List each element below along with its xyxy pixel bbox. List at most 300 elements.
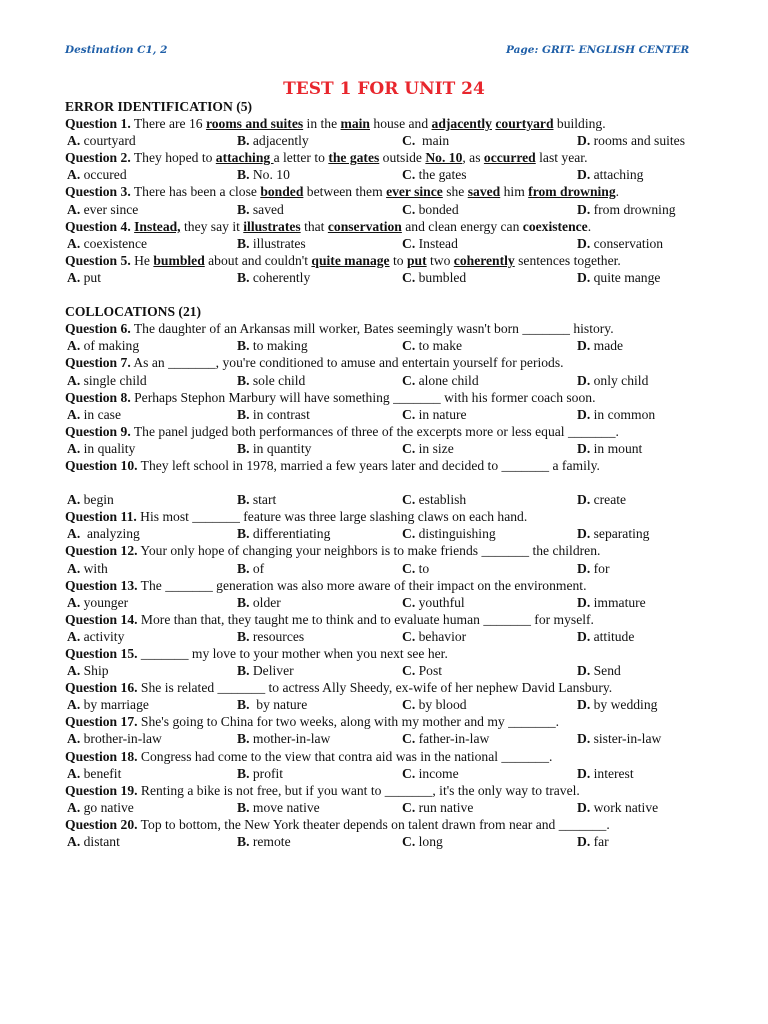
underlined-phrase: adjacently bbox=[431, 116, 492, 132]
question-number: Question 12. bbox=[65, 543, 138, 559]
answer-options bbox=[65, 765, 712, 782]
option-text: with bbox=[80, 560, 108, 576]
question-text: they say it bbox=[180, 218, 244, 234]
option-text: in size bbox=[415, 440, 454, 456]
answer-option bbox=[577, 491, 626, 508]
option-text: courtyard bbox=[80, 133, 136, 149]
question-stem bbox=[65, 320, 712, 337]
option-letter: C. bbox=[402, 492, 416, 508]
option-letter: A. bbox=[67, 663, 81, 679]
answer-options bbox=[65, 440, 712, 457]
option-text: of bbox=[249, 560, 265, 576]
option-text: income bbox=[415, 765, 459, 781]
option-text: sister-in-law bbox=[590, 731, 662, 747]
question-number: Question 17. bbox=[65, 714, 138, 730]
answer-option bbox=[67, 235, 147, 252]
option-letter: A. bbox=[67, 440, 81, 456]
answer-option bbox=[67, 765, 121, 782]
option-text: in contrast bbox=[249, 406, 310, 422]
underlined-phrase: coherently bbox=[453, 252, 515, 268]
answer-option bbox=[577, 440, 642, 457]
option-text: attitude bbox=[590, 628, 635, 644]
question-text: building. bbox=[553, 116, 606, 132]
option-letter: B. bbox=[237, 201, 250, 217]
option-text: conservation bbox=[590, 235, 664, 251]
option-letter: A. bbox=[67, 406, 81, 422]
option-letter: A. bbox=[67, 799, 81, 815]
question-stem bbox=[65, 218, 712, 235]
option-text: younger bbox=[80, 594, 129, 610]
answer-option bbox=[577, 628, 634, 645]
page-title: TEST 1 FOR UNIT 24 bbox=[283, 79, 485, 99]
question-text: She is related _______ to actress Ally Sheedy, ex-wife of her nephew David Lansbury. bbox=[137, 680, 613, 696]
question-text: a letter to bbox=[273, 150, 329, 166]
option-letter: D. bbox=[577, 338, 591, 354]
answer-option bbox=[577, 799, 658, 816]
option-letter: B. bbox=[237, 628, 250, 644]
answer-options bbox=[65, 799, 712, 816]
answer-option bbox=[67, 406, 121, 423]
answer-option bbox=[67, 594, 128, 611]
option-letter: B. bbox=[237, 697, 250, 713]
question-number: Question 20. bbox=[65, 816, 138, 832]
question-text: and clean energy can bbox=[401, 218, 523, 234]
option-letter: A. bbox=[67, 133, 81, 149]
option-letter: C. bbox=[402, 133, 416, 149]
underlined-phrase: Instead, bbox=[134, 218, 181, 234]
option-letter: D. bbox=[577, 269, 591, 285]
answer-options bbox=[65, 372, 712, 389]
question-text: More than that, they taught me to think and to evaluate human _______ for myself. bbox=[137, 611, 594, 627]
option-letter: A. bbox=[67, 765, 81, 781]
option-letter: C. bbox=[402, 406, 416, 422]
answer-option bbox=[237, 201, 284, 218]
answer-options bbox=[65, 166, 712, 183]
question-stem bbox=[65, 252, 712, 269]
option-letter: C. bbox=[402, 269, 416, 285]
option-text: benefit bbox=[80, 765, 122, 781]
option-text: distinguishing bbox=[415, 526, 496, 542]
option-text: by wedding bbox=[590, 697, 658, 713]
underlined-phrase: from drowning bbox=[528, 184, 616, 200]
option-text: older bbox=[249, 594, 281, 610]
answer-option bbox=[402, 594, 465, 611]
option-letter: C. bbox=[402, 235, 416, 251]
question-text: two bbox=[426, 252, 454, 268]
question-stem bbox=[65, 183, 712, 200]
option-text: in common bbox=[590, 406, 656, 422]
question-text: that bbox=[300, 218, 328, 234]
underlined-phrase: saved bbox=[467, 184, 501, 200]
answer-option bbox=[67, 166, 127, 183]
option-text: coherently bbox=[249, 269, 311, 285]
answer-options bbox=[65, 201, 712, 218]
option-text: mother-in-law bbox=[249, 731, 331, 747]
option-letter: D. bbox=[577, 594, 591, 610]
option-text: occured bbox=[80, 167, 127, 183]
answer-option bbox=[577, 201, 676, 218]
answer-option bbox=[67, 560, 108, 577]
answer-option bbox=[237, 833, 291, 850]
answer-option bbox=[67, 491, 114, 508]
option-letter: C. bbox=[402, 834, 416, 850]
option-text: by blood bbox=[415, 697, 467, 713]
answer-options bbox=[65, 594, 712, 611]
answer-options bbox=[65, 406, 712, 423]
answer-option bbox=[237, 269, 310, 286]
option-text: profit bbox=[249, 765, 284, 781]
option-letter: C. bbox=[402, 440, 416, 456]
underlined-phrase: rooms and suites bbox=[205, 116, 304, 132]
question-stem bbox=[65, 423, 712, 440]
option-letter: A. bbox=[67, 731, 81, 747]
question-text: house and bbox=[370, 116, 432, 132]
option-letter: B. bbox=[237, 372, 250, 388]
answer-option bbox=[577, 525, 649, 542]
answer-option bbox=[577, 662, 621, 679]
answer-option bbox=[67, 662, 109, 679]
option-letter: A. bbox=[67, 167, 81, 183]
question-number: Question 9. bbox=[65, 423, 131, 439]
option-text: sole child bbox=[249, 372, 306, 388]
option-letter: D. bbox=[577, 663, 591, 679]
option-letter: A. bbox=[67, 269, 81, 285]
answer-option bbox=[577, 406, 655, 423]
answer-option bbox=[402, 337, 462, 354]
question-text: Your only hope of changing your neighbors is to make friends _______ the children. bbox=[137, 543, 601, 559]
option-text: in mount bbox=[590, 440, 643, 456]
answer-option bbox=[402, 696, 467, 713]
option-letter: D. bbox=[577, 201, 591, 217]
underlined-phrase: illustrates bbox=[243, 218, 301, 234]
option-text: begin bbox=[80, 492, 114, 508]
option-letter: C. bbox=[402, 765, 416, 781]
option-text: attaching bbox=[590, 167, 644, 183]
option-text: quite mange bbox=[590, 269, 661, 285]
answer-options bbox=[65, 337, 712, 354]
option-letter: D. bbox=[577, 235, 591, 251]
answer-option bbox=[577, 696, 657, 713]
answer-option bbox=[67, 201, 138, 218]
error-identification-questions bbox=[65, 115, 712, 286]
option-text: coexistence bbox=[80, 235, 148, 251]
option-text: of making bbox=[80, 338, 140, 354]
question-text: she bbox=[442, 184, 468, 200]
question-text: They left school in 1978, married a few years later and decided to _______ a family. bbox=[137, 457, 600, 473]
answer-options bbox=[65, 525, 712, 542]
question-number: Question 19. bbox=[65, 782, 138, 798]
answer-option bbox=[67, 628, 124, 645]
option-letter: A. bbox=[67, 492, 81, 508]
option-letter: A. bbox=[67, 594, 81, 610]
question-text: about and couldn't bbox=[204, 252, 312, 268]
question-number: Question 18. bbox=[65, 748, 138, 764]
question-text: between them bbox=[303, 184, 387, 200]
answer-option bbox=[577, 166, 643, 183]
answer-option bbox=[237, 406, 310, 423]
option-letter: A. bbox=[67, 372, 81, 388]
question-text: He bbox=[130, 252, 154, 268]
answer-option bbox=[237, 440, 311, 457]
answer-option bbox=[402, 765, 459, 782]
question-stem bbox=[65, 457, 712, 474]
option-letter: A. bbox=[67, 338, 81, 354]
underlined-phrase: main bbox=[340, 116, 370, 132]
option-text: in nature bbox=[415, 406, 467, 422]
question-number: Question 1. bbox=[65, 116, 131, 132]
question-number: Question 5. bbox=[65, 252, 131, 268]
question-text: His most _______ feature was three large slashing claws on each hand. bbox=[136, 509, 528, 525]
section-heading-error-identification: ERROR IDENTIFICATION (5) bbox=[65, 99, 253, 114]
option-letter: B. bbox=[237, 406, 250, 422]
option-text: move native bbox=[249, 799, 320, 815]
answer-options bbox=[65, 235, 712, 252]
option-text: create bbox=[590, 492, 627, 508]
answer-option bbox=[67, 132, 136, 149]
option-text: bumbled bbox=[415, 269, 467, 285]
question-number: Question 11. bbox=[65, 509, 137, 525]
underlined-phrase: No. 10 bbox=[425, 150, 463, 166]
question-text: The _______ generation was also more aware of their impact on the environment. bbox=[137, 577, 587, 593]
option-text: work native bbox=[590, 799, 659, 815]
option-letter: A. bbox=[67, 834, 81, 850]
underlined-phrase: occurred bbox=[483, 150, 536, 166]
option-text: to making bbox=[249, 338, 308, 354]
option-letter: B. bbox=[237, 133, 250, 149]
answer-option bbox=[402, 730, 489, 747]
option-letter: B. bbox=[237, 663, 250, 679]
option-text: Send bbox=[590, 663, 621, 679]
answer-option bbox=[237, 372, 305, 389]
answer-option bbox=[402, 406, 467, 423]
spacer bbox=[65, 474, 712, 491]
option-letter: D. bbox=[577, 167, 591, 183]
option-text: remote bbox=[249, 834, 291, 850]
option-text: activity bbox=[80, 628, 125, 644]
option-letter: A. bbox=[67, 235, 81, 251]
question-number: Question 15. bbox=[65, 646, 138, 661]
question-stem bbox=[65, 389, 712, 406]
answer-option bbox=[577, 337, 623, 354]
answer-option bbox=[402, 560, 429, 577]
question-text: . bbox=[587, 218, 592, 234]
question-text: sentences together. bbox=[514, 252, 621, 268]
option-letter: B. bbox=[237, 492, 250, 508]
answer-option bbox=[402, 269, 466, 286]
option-text: Instead bbox=[415, 235, 458, 251]
question-stem bbox=[65, 816, 712, 833]
underlined-phrase: attaching bbox=[215, 150, 274, 166]
answer-options bbox=[65, 560, 712, 577]
question-stem bbox=[65, 782, 712, 799]
answer-options bbox=[65, 662, 712, 679]
question-stem bbox=[65, 748, 712, 765]
option-letter: D. bbox=[577, 697, 591, 713]
option-text: to bbox=[415, 560, 430, 576]
underlined-phrase: courtyard bbox=[495, 116, 554, 132]
option-text: by marriage bbox=[80, 697, 149, 713]
option-letter: B. bbox=[237, 269, 250, 285]
answer-option bbox=[577, 372, 648, 389]
question-number: Question 10. bbox=[65, 457, 138, 473]
question-number: Question 16. bbox=[65, 680, 138, 696]
option-text: saved bbox=[249, 201, 284, 217]
question-number: Question 2. bbox=[65, 150, 131, 166]
test-content bbox=[65, 98, 712, 850]
option-letter: D. bbox=[577, 765, 591, 781]
answer-option bbox=[402, 372, 479, 389]
option-text: single child bbox=[80, 372, 147, 388]
question-text: As an _______, you're conditioned to amuse and entertain yourself for periods. bbox=[130, 355, 564, 371]
header-page-source: Page: GRIT- ENGLISH CENTER bbox=[506, 44, 690, 56]
option-text: put bbox=[80, 269, 101, 285]
bold-phrase: coexistence bbox=[522, 218, 588, 234]
answer-options bbox=[65, 833, 712, 850]
answer-option bbox=[237, 166, 290, 183]
answer-option bbox=[577, 730, 661, 747]
question-number: Question 7. bbox=[65, 355, 131, 371]
option-text: alone child bbox=[415, 372, 479, 388]
answer-option bbox=[237, 525, 330, 542]
option-text: the gates bbox=[415, 167, 467, 183]
option-letter: C. bbox=[402, 201, 416, 217]
underlined-phrase: quite manage bbox=[311, 252, 390, 268]
option-letter: C. bbox=[402, 167, 416, 183]
option-letter: B. bbox=[237, 765, 250, 781]
option-text: differentiating bbox=[249, 526, 331, 542]
question-text: The panel judged both performances of three of the excerpts more or less equal _______. bbox=[130, 423, 619, 439]
option-text: interest bbox=[590, 765, 634, 781]
option-text: by nature bbox=[249, 697, 308, 713]
option-text: to make bbox=[415, 338, 463, 354]
answer-option bbox=[577, 765, 634, 782]
question-stem bbox=[65, 149, 712, 166]
answer-option bbox=[402, 166, 467, 183]
option-letter: C. bbox=[402, 697, 416, 713]
answer-option bbox=[402, 440, 454, 457]
option-letter: D. bbox=[577, 834, 591, 850]
option-text: long bbox=[415, 834, 443, 850]
answer-option bbox=[67, 269, 101, 286]
question-text: Renting a bike is not free, but if you want to _______, it's the only way to travel. bbox=[137, 782, 580, 798]
answer-option bbox=[67, 525, 140, 542]
answer-options bbox=[65, 491, 712, 508]
option-letter: A. bbox=[67, 526, 81, 542]
underlined-phrase: bumbled bbox=[153, 252, 205, 268]
option-letter: C. bbox=[402, 560, 416, 576]
question-stem bbox=[65, 508, 712, 525]
answer-option bbox=[402, 525, 496, 542]
option-text: from drowning bbox=[590, 201, 676, 217]
question-text: Top to bottom, the New York theater depends on talent drawn from near and _______. bbox=[137, 816, 610, 832]
answer-option bbox=[577, 594, 646, 611]
option-letter: D. bbox=[577, 799, 591, 815]
option-text: run native bbox=[415, 799, 474, 815]
option-letter: B. bbox=[237, 167, 250, 183]
question-text: . bbox=[615, 184, 620, 200]
answer-option bbox=[67, 833, 120, 850]
question-text: _______ my love to your mother when you next see her. bbox=[137, 646, 448, 661]
answer-option bbox=[577, 833, 609, 850]
answer-option bbox=[402, 628, 466, 645]
question-text: outside bbox=[379, 150, 426, 166]
option-letter: C. bbox=[402, 338, 416, 354]
option-letter: D. bbox=[577, 628, 591, 644]
answer-option bbox=[237, 491, 276, 508]
answer-option bbox=[577, 269, 660, 286]
question-text: She's going to China for two weeks, along with my mother and my _______. bbox=[137, 714, 560, 730]
question-text: There has been a close bbox=[130, 184, 261, 200]
question-number: Question 3. bbox=[65, 184, 131, 200]
question-stem bbox=[65, 542, 712, 559]
option-text: only child bbox=[590, 372, 649, 388]
option-text: resources bbox=[249, 628, 305, 644]
option-letter: B. bbox=[237, 799, 250, 815]
option-text: father-in-law bbox=[415, 731, 490, 747]
answer-option bbox=[67, 730, 162, 747]
option-text: youthful bbox=[415, 594, 465, 610]
option-text: ever since bbox=[80, 201, 139, 217]
option-text: Deliver bbox=[249, 663, 294, 679]
option-text: separating bbox=[590, 526, 650, 542]
answer-option bbox=[402, 201, 459, 218]
option-text: main bbox=[415, 133, 450, 149]
underlined-phrase: conservation bbox=[327, 218, 402, 234]
question-stem bbox=[65, 354, 712, 371]
question-stem bbox=[65, 115, 712, 132]
option-text: made bbox=[590, 338, 624, 354]
answer-option bbox=[237, 765, 283, 782]
question-text: to bbox=[389, 252, 407, 268]
option-text: in quantity bbox=[249, 440, 312, 456]
question-stem bbox=[65, 645, 712, 662]
answer-option bbox=[577, 560, 609, 577]
option-letter: D. bbox=[577, 440, 591, 456]
answer-option bbox=[402, 833, 443, 850]
option-text: bonded bbox=[415, 201, 459, 217]
option-letter: B. bbox=[237, 560, 250, 576]
option-letter: A. bbox=[67, 628, 81, 644]
question-number: Question 6. bbox=[65, 321, 131, 337]
question-stem bbox=[65, 577, 712, 594]
question-number: Question 4. bbox=[65, 218, 131, 234]
answer-option bbox=[67, 440, 135, 457]
option-letter: B. bbox=[237, 526, 250, 542]
option-text: illustrates bbox=[249, 235, 306, 251]
question-number: Question 13. bbox=[65, 577, 138, 593]
answer-option bbox=[402, 235, 458, 252]
option-text: analyzing bbox=[80, 526, 140, 542]
answer-option bbox=[402, 662, 442, 679]
answer-option bbox=[402, 799, 473, 816]
answer-option bbox=[577, 132, 685, 149]
option-text: brother-in-law bbox=[80, 731, 162, 747]
question-text: The daughter of an Arkansas mill worker, Bates seemingly wasn't born _______ history. bbox=[130, 321, 614, 337]
question-text: They hoped to bbox=[130, 150, 216, 166]
option-text: No. 10 bbox=[249, 167, 290, 183]
option-letter: A. bbox=[67, 697, 81, 713]
option-letter: C. bbox=[402, 731, 416, 747]
option-text: far bbox=[590, 834, 609, 850]
option-letter: B. bbox=[237, 834, 250, 850]
option-letter: B. bbox=[237, 594, 250, 610]
question-text: , as bbox=[462, 150, 484, 166]
answer-options bbox=[65, 696, 712, 713]
option-letter: D. bbox=[577, 731, 591, 747]
option-letter: A. bbox=[67, 201, 81, 217]
question-text: in the bbox=[303, 116, 341, 132]
answer-option bbox=[67, 696, 149, 713]
